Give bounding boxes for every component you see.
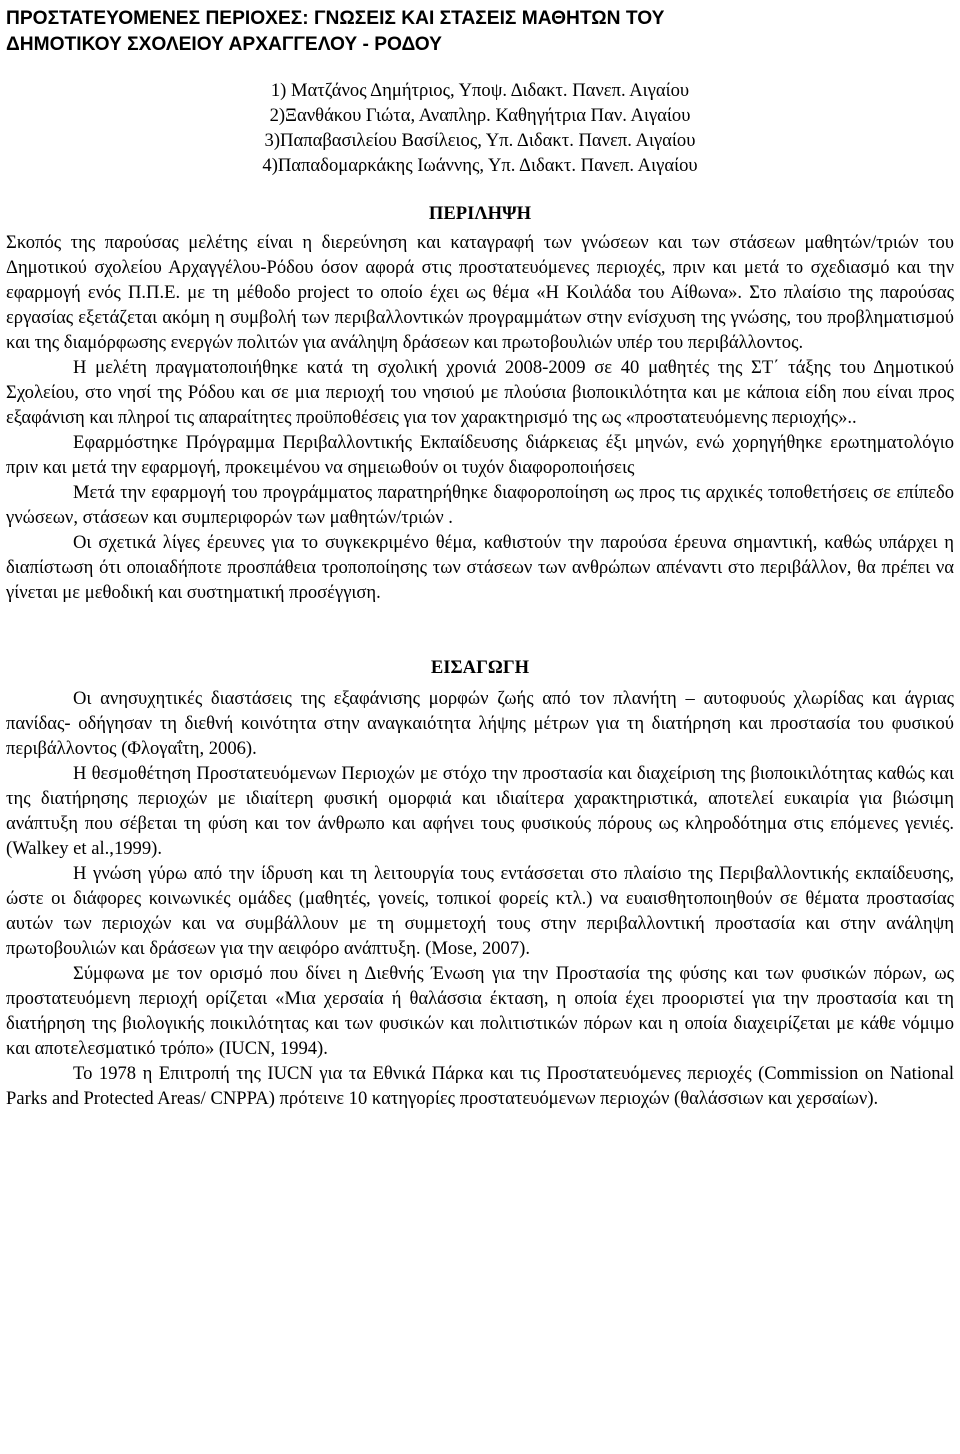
abstract-paragraph-4: Μετά την εφαρμογή του προγράμματος παρατηρήθηκε διαφοροποίηση ως προς τις αρχικές τοποθετήσεις σε επίπεδο γνώσεων, στάσεων και συμπεριφορών των μαθητών/τριών . — [6, 482, 954, 528]
introduction-paragraph-4: Σύμφωνα με τον ορισμό που δίνει η Διεθνής Ένωση για την Προστασία της φύσης και των φυσικών πόρων, ως προστατευόμενη περιοχή ορίζεται «Μια χερσαία ή θαλάσσια έκταση, η οποία έχει προοριστεί για την προστασία και τη διατήρηση της βιολογικής ποικιλότητας και των φυσικών και πολιτιστικών πόρων και η οποία διαχειρίζεται με κάθε νόμιμο και αποτελεσματικό τρόπο» (IUCN, 1994). — [6, 963, 954, 1059]
author-2: 2)Ξανθάκου Γιώτα, Αναπληρ. Καθηγήτρια Παν. Αιγαίου — [269, 105, 691, 126]
abstract-heading: ΠΕΡΙΛΗΨΗ — [428, 203, 532, 224]
paper-title — [6, 6, 954, 58]
introduction-paragraph-1: Οι ανησυχητικές διαστάσεις της εξαφάνισης μορφών ζωής από τον πλανήτη – αυτοφυούς χλωρίδας και άγριας πανίδας- οδήγησαν τη διεθνή κοινότητα στην αναγκαιότητα λήψης μέτρων για τη διατήρηση και προστασία του φυσικού περιβάλλοντος (Φλογαΐτη, 2006). — [6, 688, 954, 759]
author-4: 4)Παπαδομαρκάκης Ιωάννης, Υπ. Διδακτ. Πανεπ. Αιγαίου — [262, 155, 698, 176]
introduction-paragraph-5: Το 1978 η Επιτροπή της IUCN για τα Εθνικά Πάρκα και τις Προστατευόμενες περιοχές (Commission on National Parks and Protected Areas/ CNPPA) πρότεινε 10 κατηγορίες προστατευόμενων περιοχών (θαλάσσιων και χερσαίων). — [6, 1063, 954, 1109]
introduction-paragraph-3: Η γνώση γύρω από την ίδρυση και τη λειτουργία τους εντάσσεται στο πλαίσιο της Περιβαλλοντικής εκπαίδευσης, ώστε οι διάφορες κοινωνικές ομάδες (μαθητές, γονείς, τοπικοί φορείς κτλ.) να ευαισθητοποιηθούν σε θέματα προστασίας αυτών των περιοχών και να συμβάλλουν με τη συμμετοχή τους στην περιβαλλοντική προστασία και στην ανάληψη πρωτοβουλιών και δράσεων για την αειφόρο ανάπτυξη. (Mose, 2007). — [6, 863, 954, 959]
introduction-section — [6, 686, 954, 1111]
author-3: 3)Παπαβασιλείου Βασίλειος, Υπ. Διδακτ. Πανεπ. Αιγαίου — [264, 130, 696, 151]
introduction-paragraph-2: Η θεσμοθέτηση Προστατευόμενων Περιοχών με στόχο την προστασία και διαχείριση της βιοποικιλότητας καθώς και της διατήρησης περιοχών με ιδιαίτερη φυσική ομορφιά και ιδιαίτερα χαρακτηριστικά, αποτελεί ευκαιρία για βιώσιμη ανάπτυξη που σέβεται τη φύση και τον άνθρωπο και αφήνει τους φυσικούς πόρους ως κληροδότημα στις επόμενες γενιές. (Walkey et al.,1999). — [6, 763, 954, 859]
abstract-section — [6, 230, 954, 605]
paper-title-line-1: ΠΡΟΣΤΑΤΕΥΟΜΕΝΕΣ ΠΕΡΙΟΧΕΣ: ΓΝΩΣΕΙΣ ΚΑΙ ΣΤΑΣΕΙΣ ΜΑΘΗΤΩΝ ΤΟΥ — [6, 8, 665, 29]
abstract-paragraph-2: Η μελέτη πραγματοποιήθηκε κατά τη σχολική χρονιά 2008-2009 σε 40 μαθητές της ΣΤ΄ τάξης του Δημοτικού Σχολείου, στο νησί της Ρόδου και σε μια περιοχή του νησιού με πλούσια βιοποικιλότητα και με κάποια είδη που είναι προς εξαφάνιση και πληροί τις απαραίτητες προϋποθέσεις για τον χαρακτηρισμό της ως «προστατευόμενης περιοχής».. — [6, 357, 954, 428]
author-list — [6, 78, 954, 178]
abstract-paragraph-1: Σκοπός της παρούσας μελέτης είναι η διερεύνηση και καταγραφή των γνώσεων και των στάσεων μαθητών/τριών του Δημοτικού σχολείου Αρχαγγέλου-Ρόδου όσον αφορά στις προστατευόμενες περιοχές, πριν και μετά το σχεδιασμό και την εφαρμογή ενός Π.Π.Ε. με τη μέθοδο project το οποίο έχει ως θέμα «Η Κοιλάδα του Αίθωνα». Στο πλαίσιο της παρούσας εργασίας εξετάζεται ακόμη η συμβολή των περιβαλλοντικών προγραμμάτων στην ενίσχυση της γνώσης, του προβληματισμού και της διαμόρφωσης ενεργών πολιτών για ανάληψη δράσεων και πρωτοβουλιών υπέρ του περιβάλλοντος. — [6, 232, 954, 353]
author-1: 1) Ματζάνος Δημήτριος, Υποψ. Διδακτ. Πανεπ. Αιγαίου — [270, 80, 690, 101]
abstract-paragraph-3: Εφαρμόστηκε Πρόγραμμα Περιβαλλοντικής Εκπαίδευσης διάρκειας έξι μηνών, ενώ χορηγήθηκε ερωτηματολόγιο πριν και μετά την εφαρμογή, προκειμένου να σημειωθούν οι τυχόν διαφοροποιήσεις — [6, 432, 954, 478]
abstract-paragraph-5: Οι σχετικά λίγες έρευνες για το συγκεκριμένο θέμα, καθιστούν την παρούσα έρευνα σημαντική, καθώς υπάρχει η διαπίστωση ότι οποιαδήποτε προσπάθεια τροποποίησης των στάσεων των ανθρώπων απέναντι στο περιβάλλον, θα πρέπει να γίνεται με μεθοδική και συστηματική προσέγγιση. — [6, 532, 954, 603]
introduction-heading: ΕΙΣΑΓΩΓΗ — [430, 657, 530, 678]
paper-title-line-2: ΔΗΜΟΤΙΚΟΥ ΣΧΟΛΕΙΟΥ ΑΡΧΑΓΓΕΛΟΥ - ΡΟΔΟΥ — [6, 34, 442, 55]
